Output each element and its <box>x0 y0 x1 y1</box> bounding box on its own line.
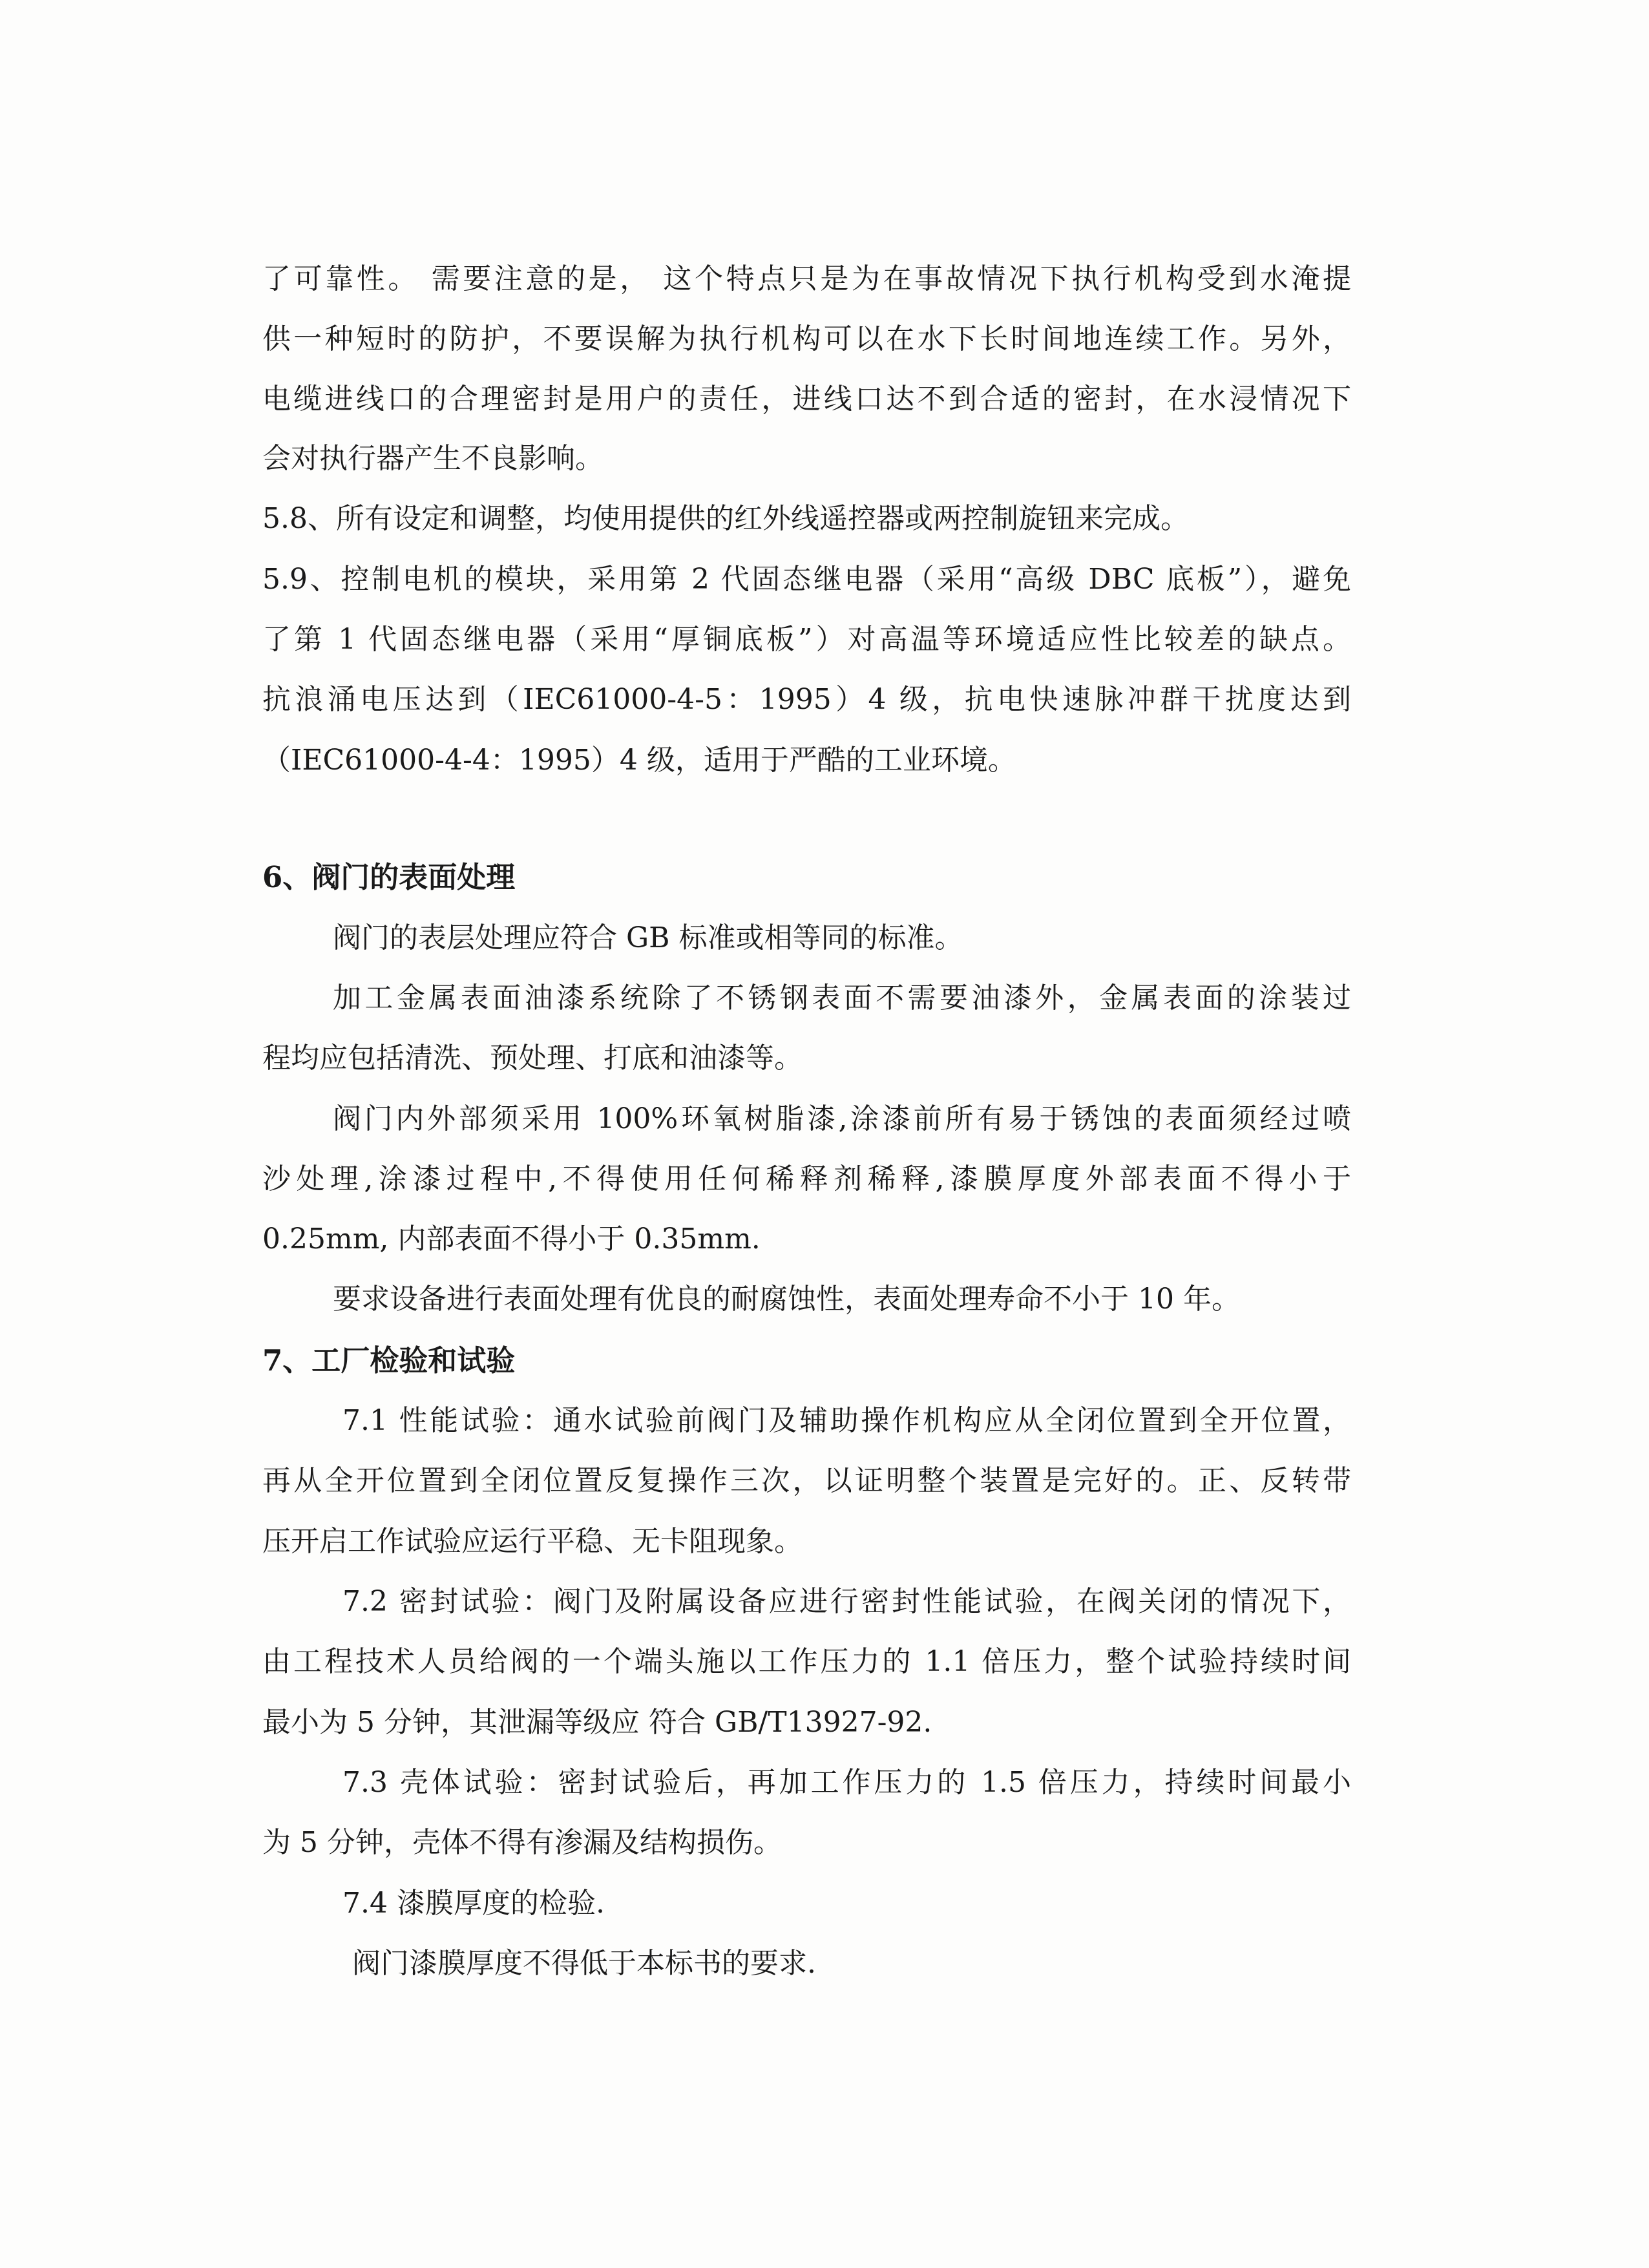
text-line: 程均应包括清洗、预处理、打底和油漆等。 <box>262 1042 803 1075</box>
text-line: 7.4 漆膜厚度的检验. <box>342 1887 605 1920</box>
text-line: 7.3 壳体试验：密封试验后，再加工作压力的 1.5 倍压力，持续时间最小 <box>342 1766 1351 1799</box>
text-line: 阀门的表层处理应符合 GB 标准或相等同的标准。 <box>333 921 963 954</box>
text-line: 压开启工作试验应运行平稳、无卡阻现象。 <box>262 1525 803 1558</box>
text-line: 0.25mm, 内部表面不得小于 0.35mm. <box>262 1223 761 1255</box>
text-line: 电缆进线口的合理密封是用户的责任，进线口达不到合适的密封，在水浸情况下 <box>262 383 1351 415</box>
text-line: 阀门漆膜厚度不得低于本标书的要求. <box>352 1947 816 1980</box>
text-line: 阀门内外部须采用 100%环氧树脂漆,涂漆前所有易于锈蚀的表面须经过喷 <box>333 1102 1351 1135</box>
text-line: 7.1 性能试验：通水试验前阀门及辅助操作机构应从全闭位置到全开位置， <box>342 1404 1351 1437</box>
text-line: 最小为 5 分钟，其泄漏等级应 符合 GB/T13927-92. <box>262 1706 932 1739</box>
text-line: 5.9、控制电机的模块，采用第 2 代固态继电器（采用“高级 DBC 底板”），避免 <box>262 563 1351 596</box>
text-line: 抗浪涌电压达到（IEC61000-4-5：1995）4 级，抗电快速脉冲群干扰度达到 <box>262 683 1351 716</box>
text-line: 要求设备进行表面处理有优良的耐腐蚀性，表面处理寿命不小于 10 年。 <box>333 1283 1240 1316</box>
text-line: 会对执行器产生不良影响。 <box>262 442 604 475</box>
text-line: 7.2 密封试验：阀门及附属设备应进行密封性能试验，在阀关闭的情况下， <box>342 1585 1351 1618</box>
text-line: 了可靠性。 需要注意的是， 这个特点只是为在事故情况下执行机构受到水淹提 <box>262 262 1351 295</box>
section-heading: 6、阀门的表面处理 <box>262 860 516 894</box>
text-line: 了第 1 代固态继电器（采用“厚铜底板”）对高温等环境适应性比较差的缺点。 <box>262 623 1351 656</box>
text-line: 由工程技术人员给阀的一个端头施以工作压力的 1.1 倍压力，整个试验持续时间 <box>262 1645 1351 1678</box>
section-heading: 7、工厂检验和试验 <box>262 1343 516 1378</box>
text-line: 5.8、所有设定和调整，均使用提供的红外线遥控器或两控制旋钮来完成。 <box>262 502 1189 535</box>
text-line: 再从全开位置到全闭位置反复操作三次，以证明整个装置是完好的。正、反转带 <box>262 1464 1351 1497</box>
text-line: 供一种短时的防护，不要误解为执行机构可以在水下长时间地连续工作。另外， <box>262 322 1351 355</box>
text-line: 沙处理,涂漆过程中,不得使用任何稀释剂稀释,漆膜厚度外部表面不得小于 <box>262 1162 1351 1195</box>
text-line: 加工金属表面油漆系统除了不锈钢表面不需要油漆外，金属表面的涂装过 <box>333 982 1351 1014</box>
text-line: （IEC61000-4-4：1995）4 级，适用于严酷的工业环境。 <box>262 744 1016 777</box>
text-line: 为 5 分钟，壳体不得有渗漏及结构损伤。 <box>262 1826 782 1859</box>
